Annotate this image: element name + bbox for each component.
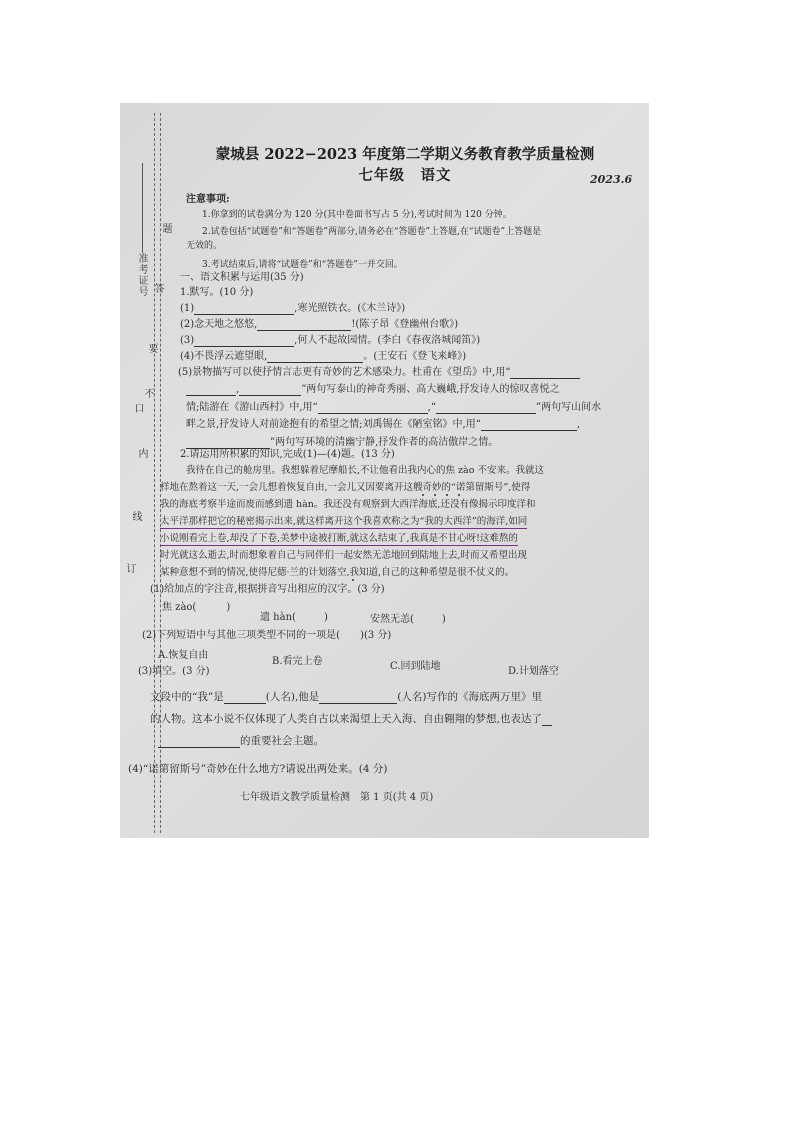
q1-item-5-line3: 情;陆游在《游山西村》中,用“ ,“ ”两句写山间水 [186,402,602,413]
page-footer: 七年级语文教学质量检测 第 1 页(共 4 页) [240,792,434,803]
fill-line-2: 的人物。这本小说不仅体现了人类自古以来渴望上天入海、自由翱翔的梦想,也表达了 [150,713,552,726]
q2-sub4: (4)“诺第留斯号”奇妙在什么地方?请说出两处来。(4 分) [128,763,388,775]
passage-line-1: 我待在自己的舱房里。我想躲着尼摩船长,不让他看出我内心的焦 zào 不安来。我就这 [186,465,544,476]
binding-margin [120,103,171,838]
margin-char-nei: 内 [136,448,147,459]
photographed-exam-page [120,103,649,838]
option-d[interactable]: D.计划落空 [508,666,559,677]
q1-item-2: (2)念天地之悠悠, !(陈子昂《登幽州台歌》) [180,319,459,330]
q1-item-5-line2: , ”两句写泰山的神奇秀丽、高大巍峨,抒发诗人的惊叹喜悦之 [186,383,559,396]
answer-blank[interactable] [186,385,236,396]
exam-title: 蒙城县 2022−2023 年度第二学期义务教育教学质量检测 [215,146,595,163]
margin-char-ti: 题 [160,223,171,234]
q1-heading: 1.默写。(10 分) [180,287,254,298]
emphasis-dot [422,494,424,496]
passage-line-6: 时光就这么逝去,时而想象着自己与同伴们一起安然无恙地回到陆地上去,时而又希望出现 [160,550,528,561]
pinyin-item-3: 安然无恙( ) [370,614,446,625]
q2-heading: 2.请运用所积累的知识,完成(1)—(4)题。(13 分) [180,449,395,460]
answer-blank[interactable] [318,403,428,414]
answer-blank[interactable] [194,336,294,347]
margin-char-bu: 不 [142,388,153,399]
answer-blank[interactable] [158,737,240,748]
answer-blank[interactable] [194,304,294,315]
passage-line-2: 样地在熬着这一天,一会儿想着恢复自由,一会儿又因要离开这艘奇妙的“诺第留斯号”,使得 [160,482,531,493]
answer-blank[interactable] [542,715,552,726]
margin-char-kou: 口 [132,403,143,414]
passage-line-3: 我的海底考察半途而废而感到遗 hàn。我还没有观察到大西洋海底,还没有像揭示印度洋和 [160,499,536,510]
q2-sub3: (3)填空。(3 分) [138,666,210,677]
q1-item-4: (4)不畏浮云遮望眼, 。(王安石《登飞来峰》) [180,351,467,362]
q1-item-3: (3) ,何人不起故园情。(李白《春夜洛城闻笛》) [180,335,481,346]
answer-blank[interactable] [267,352,363,363]
q2-sub2: (2)下列短语中与其他三项类型不同的一项是( )(3 分) [142,630,392,641]
passage-line-4: 太平洋那样把它的秘密揭示出来,就这样离开这个我喜欢称之为“我的大西洋”的海洋,如同 [160,516,528,527]
option-a[interactable]: A.恢复自由 [158,650,209,661]
fill-line-3: 的重要社会主题。 [158,735,324,748]
notice-line-3: 3.考试结束后,请将“试题卷”和“答题卷”一并交回。 [202,260,403,270]
answer-blank[interactable] [436,403,536,414]
q1-item-5-line5: ”两句写环境的清幽宁静,抒发作者的高洁傲岸之情。 [186,436,498,449]
notice-line-1: 1.你拿到的试卷满分为 120 分(其中卷面书写占 5 分),考试时间为 120 分钟。 [202,210,512,220]
grade-subject: 七年级 语文 [358,167,452,184]
emphasis-dot [352,579,354,581]
option-c[interactable]: C.回到陆地 [390,661,441,672]
notice-line-2: 2.试卷包括“试题卷”和“答题卷”两部分,请务必在“答题卷”上答题,在“试题卷”上答题是 [202,227,542,237]
notice-heading: 注意事项: [186,194,230,205]
answer-blank[interactable] [257,320,351,331]
passage-line-7: 某种意想不到的情况,使得尼德·兰的计划落空,我知道,自己的这种希望是很不仗义的。 [160,567,515,578]
emphasis-dot [458,494,460,496]
answer-blank[interactable] [319,693,397,704]
passage-line-5: 小说刚看完上卷,却没了下卷,美梦中途被打断,就这么结束了,我真是不甘心呀!这难熬的 [160,533,518,544]
q1-item-5-line4: 畔之景,抒发诗人对前途抱有的希望之情;刘禹锡在《陋室铭》中,用“ , [186,419,581,430]
q2-sub1: (1)给加点的字注音,根据拼音写出相应的汉字。(3 分) [150,584,385,595]
answer-blank[interactable] [239,385,301,396]
option-b[interactable]: B.看完上卷 [272,656,323,667]
pinyin-item-1: 焦 zào( ) [162,602,231,613]
q1-item-5-line1: (5)景物描写可以使抒情言志更有奇妙的艺术感染力。杜甫在《望岳》中,用“ [178,366,580,379]
notice-line-2b: 无效的。 [186,241,223,251]
q1-item-1: (1) ,寒光照铁衣。(《木兰诗》) [180,303,406,314]
exam-number-label: 准考证号 [136,253,147,297]
margin-char-da: 答 [152,283,163,294]
section1-heading: 一、语文积累与运用(35 分) [180,272,304,283]
margin-char-ding: 订 [124,563,135,574]
pinyin-item-2: 遗 hàn( ) [260,612,328,623]
exam-number-line [142,163,143,253]
margin-char-yao: 要 [146,343,157,354]
margin-char-xian: 线 [130,511,141,522]
answer-blank[interactable] [510,368,580,379]
emphasis-dot [434,494,436,496]
answer-blank[interactable] [224,693,266,704]
answer-blank[interactable] [481,420,577,431]
fill-line-1: 文段中的“我”是 (人名),他是 (人名)写作的《海底两万里》里 [150,691,542,703]
emphasis-dot [446,494,448,496]
exam-date: 2023.6 [590,173,633,186]
